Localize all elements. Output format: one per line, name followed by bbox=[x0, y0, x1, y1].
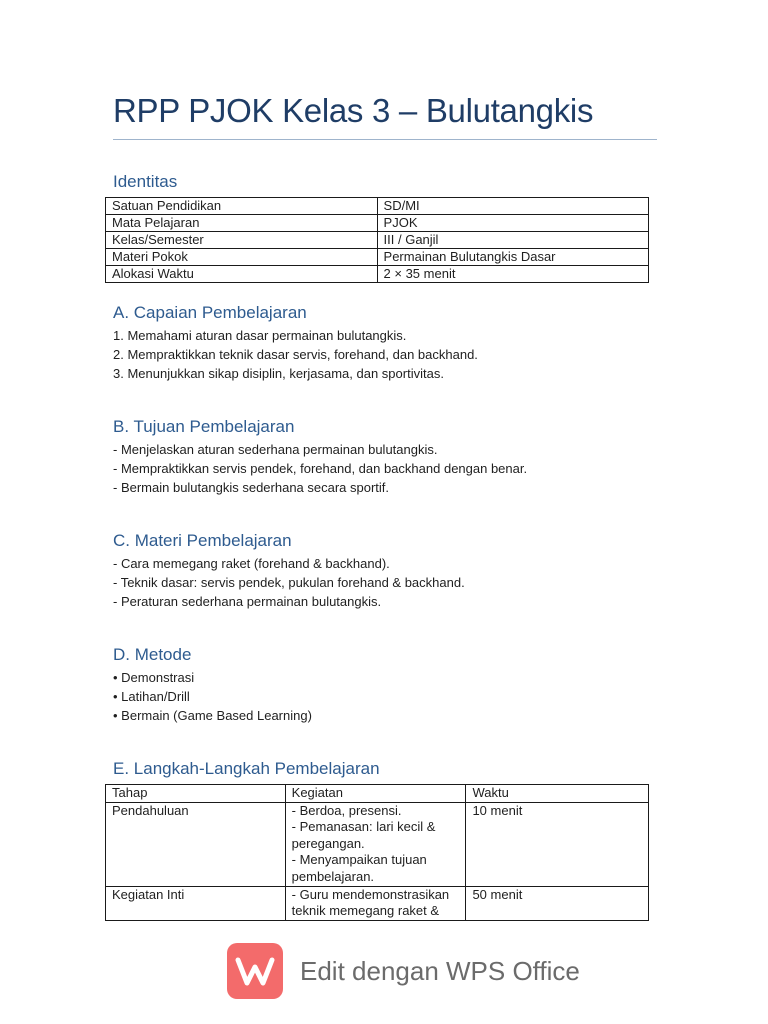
column-header: Waktu bbox=[466, 785, 649, 803]
identity-value: SD/MI bbox=[377, 198, 648, 215]
tahap-cell: Kegiatan Inti bbox=[106, 886, 286, 920]
table-header-row bbox=[106, 785, 649, 803]
table-row bbox=[106, 266, 649, 283]
list-item: • Demonstrasi bbox=[113, 670, 195, 685]
kegiatan-line: - Menyampaikan tujuan bbox=[291, 852, 427, 868]
kegiatan-line: pembelajaran. bbox=[291, 868, 375, 884]
wps-logo-icon[interactable] bbox=[227, 943, 283, 999]
list-item: - Menjelaskan aturan sederhana permainan bulutangkis. bbox=[113, 442, 438, 457]
tahap-cell: Pendahuluan bbox=[106, 802, 286, 886]
kegiatan-cell bbox=[285, 802, 466, 886]
identity-label: Alokasi Waktu bbox=[106, 266, 378, 283]
kegiatan-line: teknik memegang raket & bbox=[291, 903, 440, 919]
waktu-cell: 50 menit bbox=[466, 886, 649, 920]
capaian-list bbox=[113, 326, 673, 384]
identity-value: Permainan Bulutangkis Dasar bbox=[377, 249, 648, 266]
list-item: - Cara memegang raket (forehand & backhand). bbox=[113, 556, 390, 571]
table-row bbox=[106, 249, 649, 266]
list-item: 1. Memahami aturan dasar permainan bulutangkis. bbox=[113, 328, 407, 343]
table-row bbox=[106, 215, 649, 232]
column-header: Kegiatan bbox=[285, 785, 466, 803]
tujuan-list bbox=[113, 440, 673, 498]
table-row bbox=[106, 232, 649, 249]
identity-table bbox=[105, 197, 649, 283]
kegiatan-line: peregangan. bbox=[291, 835, 365, 851]
kegiatan-line: - Berdoa, presensi. bbox=[291, 802, 402, 818]
identity-label: Materi Pokok bbox=[106, 249, 378, 266]
list-item: 3. Menunjukkan sikap disiplin, kerjasama, dan sportivitas. bbox=[113, 366, 444, 382]
section-heading-materi: C. Materi Pembelajaran bbox=[113, 531, 292, 550]
section-heading-capaian: A. Capaian Pembelajaran bbox=[113, 303, 307, 322]
section-heading-langkah: E. Langkah-Langkah Pembelajaran bbox=[113, 759, 380, 778]
kegiatan-line: - Pemanasan: lari kecil & bbox=[291, 819, 436, 835]
list-item: - Mempraktikkan servis pendek, forehand, dan backhand dengan benar. bbox=[113, 461, 528, 477]
column-header: Tahap bbox=[106, 785, 286, 803]
list-item: • Bermain (Game Based Learning) bbox=[113, 708, 312, 724]
identity-label: Mata Pelajaran bbox=[106, 215, 378, 232]
list-item: 2. Mempraktikkan teknik dasar servis, forehand, dan backhand. bbox=[113, 347, 478, 363]
list-item: • Latihan/Drill bbox=[113, 689, 190, 705]
identity-label: Satuan Pendidikan bbox=[106, 198, 378, 215]
waktu-cell: 10 menit bbox=[466, 802, 649, 886]
section-heading-metode: D. Metode bbox=[113, 645, 192, 664]
title-divider bbox=[113, 139, 657, 140]
identity-value: III / Ganjil bbox=[377, 232, 648, 249]
identity-value: 2 × 35 menit bbox=[377, 266, 648, 283]
edit-with-wps-link[interactable]: Edit dengan WPS Office bbox=[300, 956, 580, 986]
materi-list bbox=[113, 554, 673, 612]
identity-value: PJOK bbox=[377, 215, 648, 232]
identity-label: Kelas/Semester bbox=[106, 232, 378, 249]
document-title: RPP PJOK Kelas 3 – Bulutangkis bbox=[113, 92, 594, 129]
table-row bbox=[106, 802, 649, 886]
table-row bbox=[106, 198, 649, 215]
metode-list bbox=[113, 668, 673, 726]
list-item: - Peraturan sederhana permainan bulutangkis. bbox=[113, 594, 382, 610]
list-item: - Teknik dasar: servis pendek, pukulan forehand & backhand. bbox=[113, 575, 465, 591]
steps-table bbox=[105, 784, 649, 921]
section-heading-identitas: Identitas bbox=[113, 172, 178, 191]
kegiatan-line: - Guru mendemonstrasikan bbox=[291, 886, 450, 902]
kegiatan-cell bbox=[285, 886, 466, 920]
table-row bbox=[106, 886, 649, 920]
list-item: - Bermain bulutangkis sederhana secara sportif. bbox=[113, 480, 390, 496]
section-heading-tujuan: B. Tujuan Pembelajaran bbox=[113, 417, 295, 436]
